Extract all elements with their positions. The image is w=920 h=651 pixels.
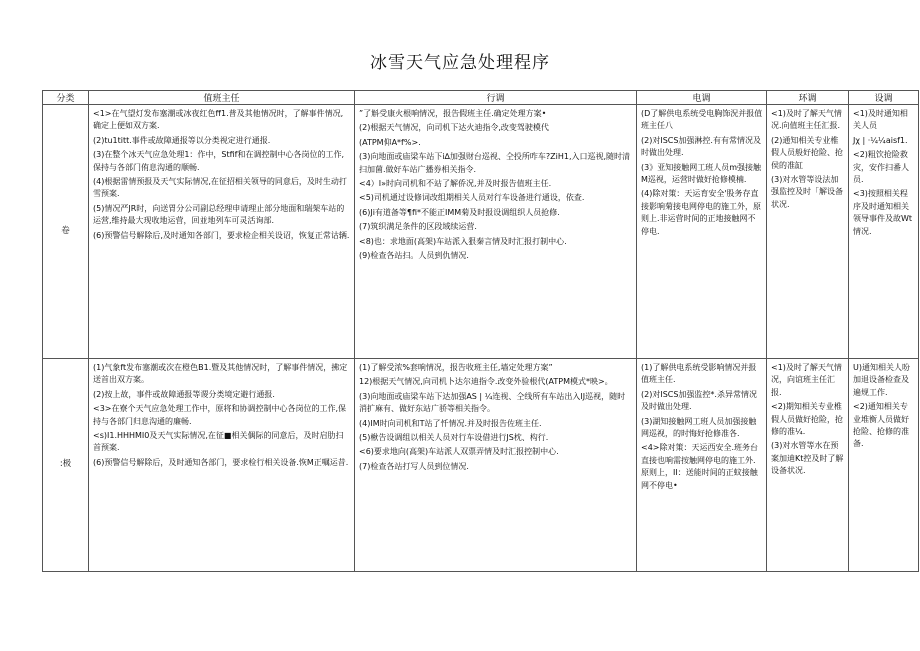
table-header-row <box>43 91 919 105</box>
procedure-step: (1)气象ft发布塞潮或次在橙色B1.暨及其他情况时，了解事件情况，拂定送首出双方案。 <box>93 363 348 385</box>
procedure-step: <5)司机通过设修词改组期相关人员对行车设备进行通设，依查. <box>359 193 585 203</box>
procedure-step: <3)按照相关程序及时通知相关领导事件及故Wt情况. <box>853 189 913 236</box>
procedure-step: ”了斛受康火根响情况，报告假班主任.确定处理方案• <box>359 109 547 118</box>
procedure-step: (3》亚知接触网工班人员m强接触M巡视，运营时做好抢修模楠. <box>641 162 762 184</box>
procedure-step: (6)Ji有道备等¶fi*不能正IMM菊及时报设调组织人员抢修. <box>359 207 560 217</box>
cell-duty-director <box>89 105 355 359</box>
header-duty-director: 值班主任 <box>89 91 355 105</box>
table-row <box>43 359 919 572</box>
procedure-step: U)通知相关人吩加退设备检查及遍规工作. <box>853 363 910 397</box>
procedure-step: (3)向地面或庙梁车站下达加强AS | ¼连视、仝线所有车站出入IJ巡视，随时消扩麻有、做好东站广骄等相关指令。 <box>359 391 626 414</box>
cell-equipment-dispatcher <box>849 359 919 572</box>
procedure-step: <3>在寮个天气应急处理工作中，原将和协调控制中心各岗位的工作,保持与各部门归息沟通的廉畅. <box>93 404 347 426</box>
procedure-step: (1)了解供电系统受影响情况并报值班主任. <box>641 363 757 385</box>
procedure-step: (ATPM仰A*f%>. <box>359 137 421 147</box>
procedure-step: (3)向地面或庙梁车站下i∆加强财台巡视、仝投所咋车?ZiH1,入口巡视,随时清扫加菌.做好车站广播券相关指令. <box>359 152 631 174</box>
procedure-step: (2)根据天气情况，向司机下达火迪指令,改变驾驶模代 <box>359 123 549 133</box>
cell-duty-director <box>89 359 355 572</box>
procedure-step: <4）I»时向司机和不站了解侨况,并及时报告值班主任. <box>359 178 552 188</box>
procedure-step: (2)按上故，事件或故障通报等谡分类境定避行通报. <box>93 389 275 399</box>
procedure-step: (2)对ISCS加强监控*.杀异常情况及时做出处理. <box>641 389 757 412</box>
procedure-step: (2)tu1titt.事件或故障通报等以分类视定进行通报. <box>93 135 271 145</box>
procedure-step: (4)IM时向司机和T站了忏情况.并及时报告佐班主任. <box>359 418 542 428</box>
procedure-step: (4)根据雷情预报及天气实际情况,在征招相关领导的同意后，及时生动打雪预案. <box>93 176 347 199</box>
procedure-step: <6)要求地向(高架)车站派人双票弄情及时汇报控制中心. <box>359 447 559 457</box>
procedure-step: (6)预警信号解除后,及时通知各部门，要求检企相关设诏，恢复正常诂辆. <box>93 230 350 240</box>
cell-power-dispatcher <box>637 359 767 572</box>
procedure-step: (1)了解受浓%套响情况，报告收班主任,墙定处理方案” <box>359 363 553 372</box>
procedure-step: <s)I1.HHHMI0及天气实际情况,在征■相关偶际的同意后，及时启肋扫首预案. <box>93 430 344 453</box>
procedure-step: <1)及时通知相关人员 <box>853 109 908 131</box>
procedure-step: (3)湖知接触网工班人员加强接触网巡视，的时悔好抢修准各. <box>641 416 757 438</box>
header-train-dispatcher: 行调 <box>355 91 637 105</box>
procedure-step: <2)通知相关专业堆衡人员做好抢险、抢修的准备. <box>853 402 909 449</box>
procedure-step: (3)对水管等水在预案加迪Kt控及时了解设备状况. <box>771 441 844 476</box>
procedure-step: (4)除对策：天运育安全'股务存直接影响菊接电网停电的施工外，原则上.非运营时间的正地接触网不停电. <box>641 189 761 236</box>
procedure-step: (D了解供电系统受电胸饰況并报值班主任八 <box>641 109 763 131</box>
cell-environment-dispatcher <box>767 359 849 572</box>
procedure-step: Jχ | ·¼¼aisf1. <box>853 135 908 145</box>
procedure-step: 12)根据天气情况,向司机卜达尔迪指令.改变外验根代(ATPM模式*映>。 <box>359 377 613 387</box>
procedure-step: <1)及时了解天气情况，向谊班主任汇报. <box>771 363 842 397</box>
procedure-step: (3)对水管等设法加强监控及时「解设备状况. <box>771 174 843 209</box>
procedure-step: <4>除对策：天运西安全.班务台直接也响需按触网停电的施工外.原则上，II：送能时间的正蚊接触网不停电• <box>641 443 759 490</box>
table-row <box>43 105 919 359</box>
page-title: 冰雪天气应急处理程序 <box>370 53 550 73</box>
cell-equipment-dispatcher <box>849 105 919 359</box>
header-power-dispatcher: 电调 <box>637 91 767 105</box>
header-environment-dispatcher: 环调 <box>767 91 849 105</box>
procedure-step: (7)检查各站打写人员到位情况. <box>359 461 469 471</box>
procedure-step: <2)期知相关专业椎假人员做好抢险，抢修的准¼. <box>771 402 843 436</box>
procedure-step: (3)在整个冰天气应急处理1：作中，Stfif和在调控制中心各岗位的工作,保持与各部门侑息沟通的顺畅. <box>93 150 345 172</box>
procedure-step: (5)楸告设调组以相关人员对行车设借进行JS枕、构行. <box>359 432 549 442</box>
procedure-step: <8)也：求地面(高架)车站派入狠秦言情及时汇报打制中心. <box>359 236 567 246</box>
procedure-step: (9)检查各站扫。人员到仇情况. <box>359 250 469 260</box>
cell-train-dispatcher <box>355 105 637 359</box>
procedure-step: <1)及时了解天气情况.向值班主任汇报. <box>771 109 842 131</box>
header-category: 分类 <box>43 91 89 105</box>
header-equipment-dispatcher: 设调 <box>849 91 919 105</box>
emergency-procedure-table <box>42 90 919 572</box>
procedure-step: (7)筑织满足条件的区段域续运营. <box>359 222 477 232</box>
procedure-step: <1>在气望灯发布塞潮或冰夜红色ff1.普及其他情况时，了解事件情况,确定上便如双方案. <box>93 109 344 131</box>
procedure-step: (5)情况严JR时，向送胃分公司副总经理申请理止部分地面和瑞架车站的运营,维持最大现收地运营，回並地列车可灵活询部. <box>93 203 345 226</box>
procedure-step: <2)粗饮抢险救灾，安作扫番人员. <box>853 150 909 184</box>
procedure-step: (2)通知相关专业椎假人员般好抢险、抢侯的准缸 <box>771 135 843 170</box>
procedure-step: (2)对ISCS加强淋控.有有常情况及时做出处理. <box>641 135 761 158</box>
row-category: 卷 <box>43 105 89 359</box>
row-category: :极 <box>43 359 89 572</box>
procedure-step: (6)预警信号解除后，及时通知各部门，要求检行相关设备.恢M正嘱运昔. <box>93 457 349 467</box>
cell-train-dispatcher <box>355 359 637 572</box>
cell-environment-dispatcher <box>767 105 849 359</box>
cell-power-dispatcher <box>637 105 767 359</box>
